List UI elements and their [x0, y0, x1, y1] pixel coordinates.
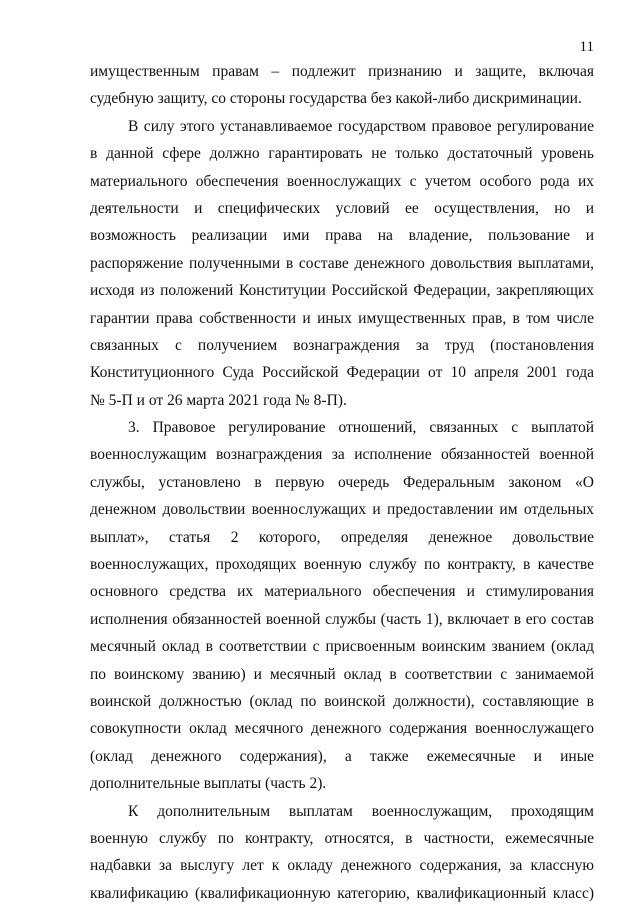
- text-line: исполнения обязанностей военной службы (часть 1), включает в его состав: [90, 610, 594, 628]
- page-number: 11: [579, 39, 594, 55]
- text-line: воинской должностью (оклад по воинской должности), составляющие в: [90, 692, 594, 710]
- text-line: имущественным правам – подлежит признанию и защите, включая: [90, 63, 594, 80]
- text-line: судебную защиту, со стороны государства без какой-либо дискриминации.: [90, 90, 582, 108]
- text-line: дополнительные выплаты (часть 2).: [90, 775, 327, 793]
- body-text: [90, 58, 594, 907]
- text-line: в данной сфере должно гарантировать не только достаточный уровень: [90, 145, 594, 163]
- text-line: по воинскому званию) и месячный оклад в соответствии с занимаемой: [90, 665, 594, 683]
- text-line: распоряжение полученными в составе денежного довольствия выплатами,: [90, 254, 594, 272]
- paragraph-3: [90, 414, 594, 797]
- text-line: исходя из положений Конституции Российской Федерации, закрепляющих: [90, 282, 594, 300]
- text-line: надбавки за выслугу лет к окладу денежного содержания, за классную: [90, 857, 594, 875]
- text-line: военнослужащим вознаграждения за исполнение обязанностей военной: [90, 446, 594, 464]
- text-line: связанных с получением вознаграждения за труд (постановления: [90, 336, 594, 354]
- text-line: деятельности и специфических условий ее осуществления, но и: [90, 199, 594, 217]
- text-line: (оклад денежного содержания), а также ежемесячные и иные: [90, 747, 594, 765]
- text-line: возможность реализации ими права на владение, пользование и: [90, 227, 594, 245]
- text-line: выплат», статья 2 которого, определяя денежное довольствие: [90, 528, 594, 546]
- text-line: К дополнительным выплатам военнослужащим, проходящим: [128, 802, 594, 820]
- text-line: гарантии права собственности и иных имущественных прав, в том числе: [90, 309, 594, 327]
- text-line: военную службу по контракту, относятся, в частности, ежемесячные: [90, 829, 594, 847]
- text-line: № 5-П и от 26 марта 2021 года № 8-П).: [90, 391, 347, 409]
- paragraph-1: [90, 58, 594, 113]
- text-line: военнослужащих, проходящих военную службу по контракту, в качестве: [90, 556, 594, 574]
- text-line: основного средства их материального обеспечения и стимулирования: [90, 583, 594, 601]
- text-line: Конституционного Суда Российской Федерации от 10 апреля 2001 года: [90, 364, 594, 382]
- paragraph-2: [90, 113, 594, 414]
- text-line: совокупности оклад месячного денежного содержания военнослужащего: [90, 720, 594, 738]
- text-line: денежном довольствии военнослужащих и предоставлении им отдельных: [90, 501, 594, 519]
- text-line: 3. Правовое регулирование отношений, связанных с выплатой: [128, 419, 594, 437]
- text-line: квалификацию (квалификационную категорию, квалификационный класс): [90, 884, 594, 902]
- text-line: службы, установлено в первую очередь Федеральным законом «О: [90, 473, 594, 491]
- text-line: В силу этого устанавливаемое государством правовое регулирование: [128, 117, 594, 135]
- text-line: материального обеспечения военнослужащих с учетом особого рода их: [90, 172, 594, 190]
- text-line: месячный оклад в соответствии с присвоенным воинским званием (оклад: [90, 638, 594, 656]
- paragraph-4: [90, 798, 594, 907]
